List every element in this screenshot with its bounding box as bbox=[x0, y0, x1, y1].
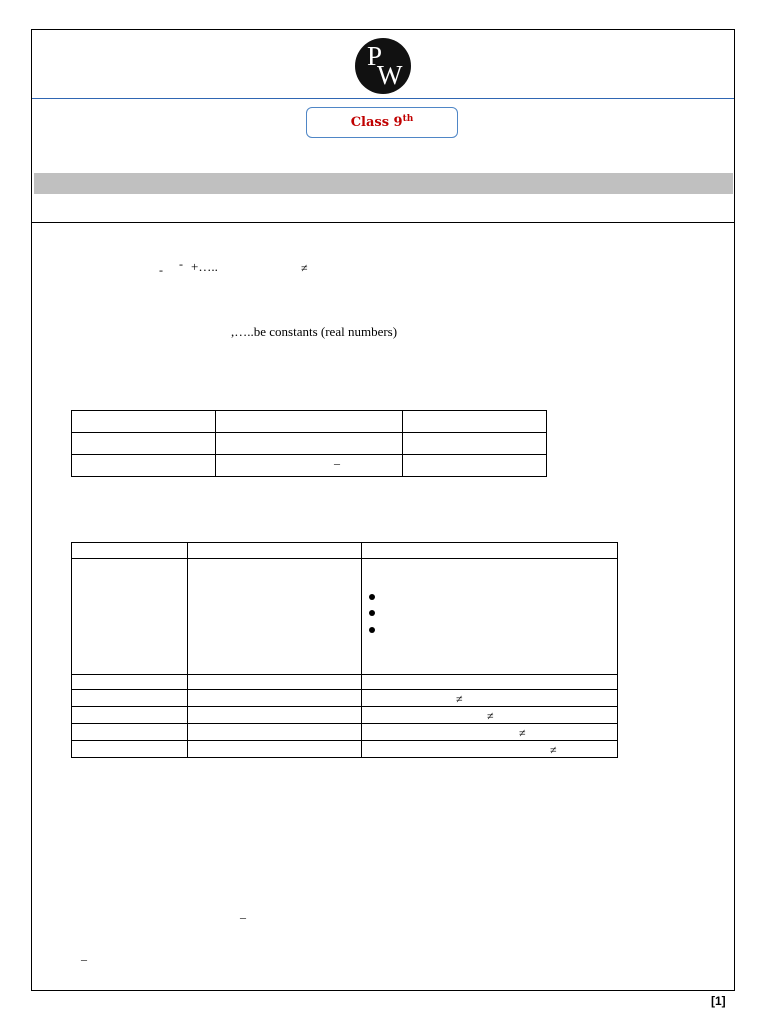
class-suffix: th bbox=[402, 114, 414, 124]
table-2-line bbox=[71, 723, 618, 724]
minus-sign: - bbox=[159, 263, 163, 277]
bullet-icon bbox=[369, 610, 375, 616]
table-2-line bbox=[71, 740, 618, 741]
table-1-line bbox=[71, 410, 72, 477]
class-badge bbox=[306, 107, 458, 138]
header-divider bbox=[32, 222, 734, 223]
table-2-line bbox=[71, 674, 618, 675]
table-2-line bbox=[71, 542, 618, 543]
not-equal-sign: ≠ bbox=[301, 261, 308, 275]
header-rule bbox=[32, 98, 734, 99]
table-1-line bbox=[71, 432, 547, 433]
constants-text: ,…..be constants (real numbers) bbox=[231, 324, 398, 339]
minus-sign: – bbox=[240, 910, 246, 924]
table-2-line bbox=[71, 689, 618, 690]
table-1-line bbox=[71, 410, 547, 411]
class-label: Class 9 bbox=[350, 115, 403, 130]
table-1-line bbox=[71, 454, 547, 455]
bullet-icon bbox=[369, 627, 375, 633]
page-number: [1] bbox=[711, 994, 726, 1008]
logo-letter-w: W bbox=[377, 60, 403, 90]
logo-letter-p: P bbox=[367, 41, 383, 71]
table-2-not-equal-sign: ≠ bbox=[456, 692, 463, 706]
table-2-not-equal-sign: ≠ bbox=[487, 709, 494, 723]
table-1-line bbox=[71, 476, 547, 477]
minus-sign: – bbox=[81, 952, 87, 966]
bullet-icon bbox=[369, 594, 375, 600]
table-2-line bbox=[617, 542, 618, 758]
table-2-line bbox=[361, 542, 362, 758]
table-2-line bbox=[187, 542, 188, 758]
table-2-not-equal-sign: ≠ bbox=[550, 743, 557, 757]
table-1-line bbox=[215, 410, 216, 477]
title-band bbox=[34, 173, 733, 194]
table-1-minus-sign: – bbox=[334, 456, 340, 470]
table-2-not-equal-sign: ≠ bbox=[519, 726, 526, 740]
table-2-line bbox=[71, 558, 618, 559]
table-1-line bbox=[402, 410, 403, 477]
pw-logo-badge bbox=[355, 38, 411, 94]
pw-logo bbox=[352, 35, 414, 97]
series-expression: +….. bbox=[191, 259, 218, 274]
minus-sign-superscript: - bbox=[179, 257, 183, 271]
table-2-line bbox=[71, 542, 72, 758]
table-2-line bbox=[71, 757, 618, 758]
table-1-line bbox=[546, 410, 547, 477]
table-2-line bbox=[71, 706, 618, 707]
